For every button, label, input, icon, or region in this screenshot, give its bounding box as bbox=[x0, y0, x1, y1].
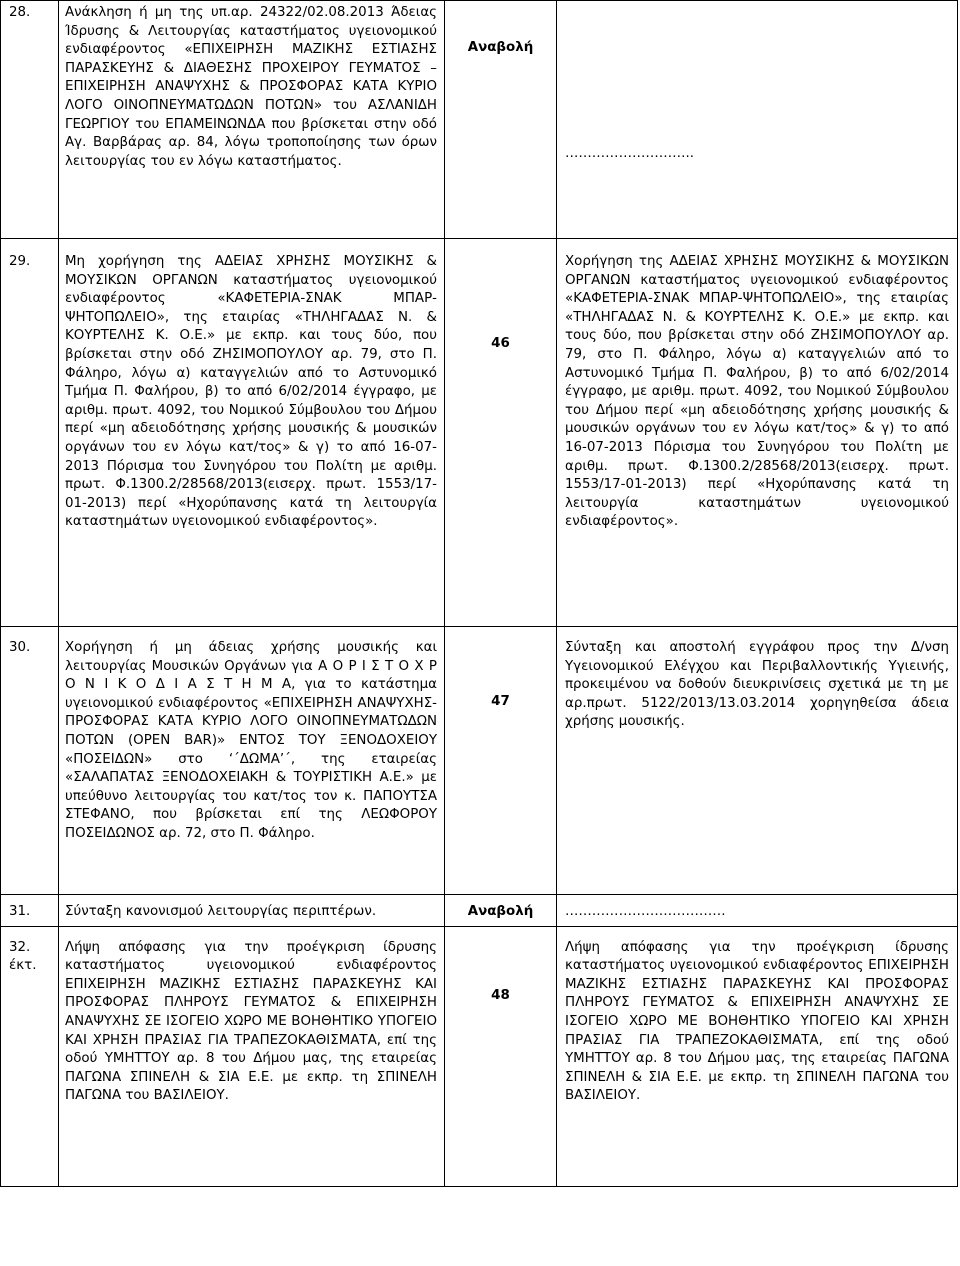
reference-label: 48 bbox=[491, 987, 510, 1003]
item-reference bbox=[445, 239, 557, 627]
item-number-suffix: έκτ. bbox=[9, 958, 37, 974]
table-row bbox=[1, 926, 958, 1186]
table-row bbox=[1, 239, 958, 627]
item-description: Ανάκληση ή μη της υπ.αρ. 24322/02.08.2013 Άδειας Ίδρυσης & Λειτουργίας καταστήματος υγειονομικού ενδιαφέροντος «ΕΠΙΧΕΙΡΗΣΗ ΜΑΖΙΚΗΣ ΕΣΤΙΑΣΗΣ ΠΑΡΑΣΚΕΥΗΣ & ΔΙΑΘΕΣΗΣ ΠΡΟΧΕΙΡΟΥ ΓΕΥΜΑΤΟΣ – ΕΠΙΧΕΙΡΗΣΗ ΑΝΑΨΥΧΗΣ & ΠΡΟΣΦΟΡΑΣ ΚΑΤΑ ΚΥΡΙΟ ΛΟΓΟ ΟΙΝΟΠΝΕΥΜΑΤΩΔΩΝ ΠΟΤΩΝ» του ΑΣΛΑΝΙΔΗ ΓΕΩΡΓΙΟΥ του ΕΠΑΜΕΙΝΩΝΔΑ που βρίσκεται στην οδό Αγ. Βαρβάρας αρ. 84, λόγω τροποποίησης των όρων λειτουργίας του εν λόγω καταστήματος. bbox=[59, 1, 445, 239]
item-reference bbox=[445, 1, 557, 239]
table-row bbox=[1, 895, 958, 927]
item-number-main: 32. bbox=[9, 939, 31, 955]
table-row bbox=[1, 1, 958, 239]
reference-label: Αναβολή bbox=[467, 904, 534, 919]
item-decision: ……………………….. bbox=[557, 1, 958, 239]
item-number: 31. bbox=[1, 895, 59, 927]
item-reference bbox=[445, 895, 557, 927]
item-reference bbox=[445, 926, 557, 1186]
table-row bbox=[1, 627, 958, 895]
reference-label: Αναβολή bbox=[467, 40, 534, 55]
item-description: Λήψη απόφασης για την προέγκριση ίδρυσης καταστήματος υγειονομικού ενδιαφέροντος ΕΠΙΧΕΙΡΗΣΗ ΜΑΖΙΚΗΣ ΕΣΤΙΑΣΗΣ ΠΑΡΑΣΚΕΥΗΣ ΚΑΙ ΠΡΟΣΦΟΡΑΣ ΠΛΗΡΟΥΣ ΓΕΥΜΑΤΟΣ & ΕΠΙΧΕΙΡΗΣΗ ΑΝΑΨΥΧΗΣ ΣΕ ΙΣΟΓΕΙΟ ΧΩΡΟ ΜΕ ΒΟΗΘΗΤΙΚΟ ΥΠΟΓΕΙΟ ΚΑΙ ΧΡΗΣΗ ΠΡΑΣΙΑΣ ΓΙΑ ΤΡΑΠΕΖΟΚΑΘΙΣΜΑΤΑ, επί της οδού ΥΜΗΤΤΟΥ αρ. 8 του Δήμου μας, της εταιρείας ΠΑΓΩΝΑ ΣΠΙΝΕΛΗ & ΣΙΑ Ε.Ε. με εκπρ. τη ΣΠΙΝΕΛΗ ΠΑΓΩΝΑ του ΒΑΣΙΛΕΙΟΥ. bbox=[59, 926, 445, 1186]
reference-label: 46 bbox=[491, 336, 510, 351]
item-description: Χορήγηση ή μη άδειας χρήσης μουσικής και λειτουργίας Μουσικών Οργάνων για Α Ο Ρ Ι Σ Τ Ο Χ Ρ Ο Ν Ι Κ Ο Δ Ι Α Σ Τ Η Μ Α, για το κατάστημα υγειονομικού ενδιαφέροντος «ΕΠΙΧΕΙΡΗΣΗ ΑΝΑΨΥΧΗΣ-ΠΡΟΣΦΟΡΑΣ ΚΑΤΑ ΚΥΡΙΟ ΛΟΓΟ ΟΙΝΟΠΝΕΥΜΑΤΩΔΩΝ ΠΟΤΩΝ (OPEN BAR)» ΕΝΤΟΣ ΤΟΥ ΞΕΝΟΔΟΧΕΙΟΥ «ΠΟΣΕΙΔΩΝ» στο ‘΄ΔΩΜΑ’΄, της εταιρείας «ΣΑΛΑΠΑΤΑΣ ΞΕΝΟΔΟΧΕΙΑΚΗ & ΤΟΥΡΙΣΤΙΚΗ Α.Ε.» με υπεύθυνο λειτουργίας του κατ/τος τον κ. ΠΑΠΟΥΤΣΑ ΣΤΕΦΑΝΟ, που βρίσκεται επί της ΛΕΩΦΟΡΟΥ ΠΟΣΕΙΔΩΝΟΣ αρ. 72, στο Π. Φάληρο. bbox=[59, 627, 445, 895]
item-number: 29. bbox=[1, 239, 59, 627]
item-decision: Σύνταξη και αποστολή εγγράφου προς την Δ/νση Υγειονομικού Ελέγχου και Περιβαλλοντικής Υγιεινής, προκειμένου να δοθούν διευκρινίσεις σχετικά με τη με αρ.πρωτ. 5122/2013/13.03.2014 χορηγηθείσα άδεια χρήσης μουσικής. bbox=[557, 627, 958, 895]
item-number: 30. bbox=[1, 627, 59, 895]
item-number: 28. bbox=[1, 1, 59, 239]
item-decision: Χορήγηση της ΑΔΕΙΑΣ ΧΡΗΣΗΣ ΜΟΥΣΙΚΗΣ & ΜΟΥΣΙΚΩΝ ΟΡΓΑΝΩΝ καταστήματος υγειονομικού ενδιαφέροντος «ΚΑΦΕΤΕΡΙΑ-ΣΝΑΚ ΜΠΑΡ-ΨΗΤΟΠΩΛΕΙΟ», της εταιρίας «ΤΗΛΗΓΑΔΑΣ Ν. & ΚΟΥΡΤΕΛΗΣ Κ. Ο.Ε.» με εκπρ. και τους δύο, που βρίσκεται στην οδό ΖΗΣΙΜΟΠΟΥΛΟΥ αρ. 79, στο Π. Φάληρο, λόγω α) καταγγελιών από το Αστυνομικό Τμήμα Π. Φαλήρου, β) το από 6/02/2014 έγγραφο, με αριθμ. πρωτ. 4092, του Νομικού Σύμβουλου του Δήμου περί «μη αδειοδότησης χρήσης μουσικής & μουσικών οργάνων του εν λόγω κατ/τος» & γ) το από 16-07-2013 Πόρισμα του Συνηγόρου του Πολίτη με αριθμ. πρωτ. Φ.1300.2/28568/2013(εισερχ. πρωτ. 1553/17-01-2013) περί «Ηχορύπανσης κατά τη λειτουργία καταστημάτων υγειονομικού ενδιαφέροντος». bbox=[557, 239, 958, 627]
item-decision: ……………………………… bbox=[557, 895, 958, 927]
item-description: Σύνταξη κανονισμού λειτουργίας περιπτέρων. bbox=[59, 895, 445, 927]
item-reference bbox=[445, 627, 557, 895]
item-description: Μη χορήγηση της ΑΔΕΙΑΣ ΧΡΗΣΗΣ ΜΟΥΣΙΚΗΣ & ΜΟΥΣΙΚΩΝ ΟΡΓΑΝΩΝ καταστήματος υγειονομικού ενδιαφέροντος «ΚΑΦΕΤΕΡΙΑ-ΣΝΑΚ ΜΠΑΡ-ΨΗΤΟΠΩΛΕΙΟ», της εταιρίας «ΤΗΛΗΓΑΔΑΣ Ν. & ΚΟΥΡΤΕΛΗΣ Κ. Ο.Ε.» με εκπρ. και τους δύο, που βρίσκεται στην οδό ΖΗΣΙΜΟΠΟΥΛΟΥ αρ. 79, στο Π. Φάληρο, λόγω α) καταγγελιών από το Αστυνομικό Τμήμα Π. Φαλήρου, β) το από 6/02/2014 έγγραφο, με αριθμ. πρωτ. 4092, του Νομικού Σύμβουλου του Δήμου περί «μη αδειοδότησης χρήσης μουσικής & μουσικών οργάνων του εν λόγω κατ/τος» & γ) το από 16-07-2013 Πόρισμα του Συνηγόρου του Πολίτη με αριθμ. πρωτ. Φ.1300.2/28568/2013(εισερχ. πρωτ. 1553/17-01-2013) περί «Ηχορύπανσης κατά τη λειτουργία καταστημάτων υγειονομικού ενδιαφέροντος». bbox=[59, 239, 445, 627]
item-number bbox=[1, 926, 59, 1186]
reference-label: 47 bbox=[491, 694, 510, 709]
item-decision: Λήψη απόφασης για την προέγκριση ίδρυσης καταστήματος υγειονομικού ενδιαφέροντος ΕΠΙΧΕΙΡΗΣΗ ΜΑΖΙΚΗΣ ΕΣΤΙΑΣΗΣ ΠΑΡΑΣΚΕΥΗΣ ΚΑΙ ΠΡΟΣΦΟΡΑΣ ΠΛΗΡΟΥΣ ΓΕΥΜΑΤΟΣ & ΕΠΙΧΕΙΡΗΣΗ ΑΝΑΨΥΧΗΣ ΣΕ ΙΣΟΓΕΙΟ ΧΩΡΟ ΜΕ ΒΟΗΘΗΤΙΚΟ ΥΠΟΓΕΙΟ ΚΑΙ ΧΡΗΣΗ ΠΡΑΣΙΑΣ ΓΙΑ ΤΡΑΠΕΖΟΚΑΘΙΣΜΑΤΑ, επί της οδού ΥΜΗΤΤΟΥ αρ. 8 του Δήμου μας, της εταιρείας ΠΑΓΩΝΑ ΣΠΙΝΕΛΗ & ΣΙΑ Ε.Ε. με εκπρ. τη ΣΠΙΝΕΛΗ ΠΑΓΩΝΑ του ΒΑΣΙΛΕΙΟΥ. bbox=[557, 926, 958, 1186]
